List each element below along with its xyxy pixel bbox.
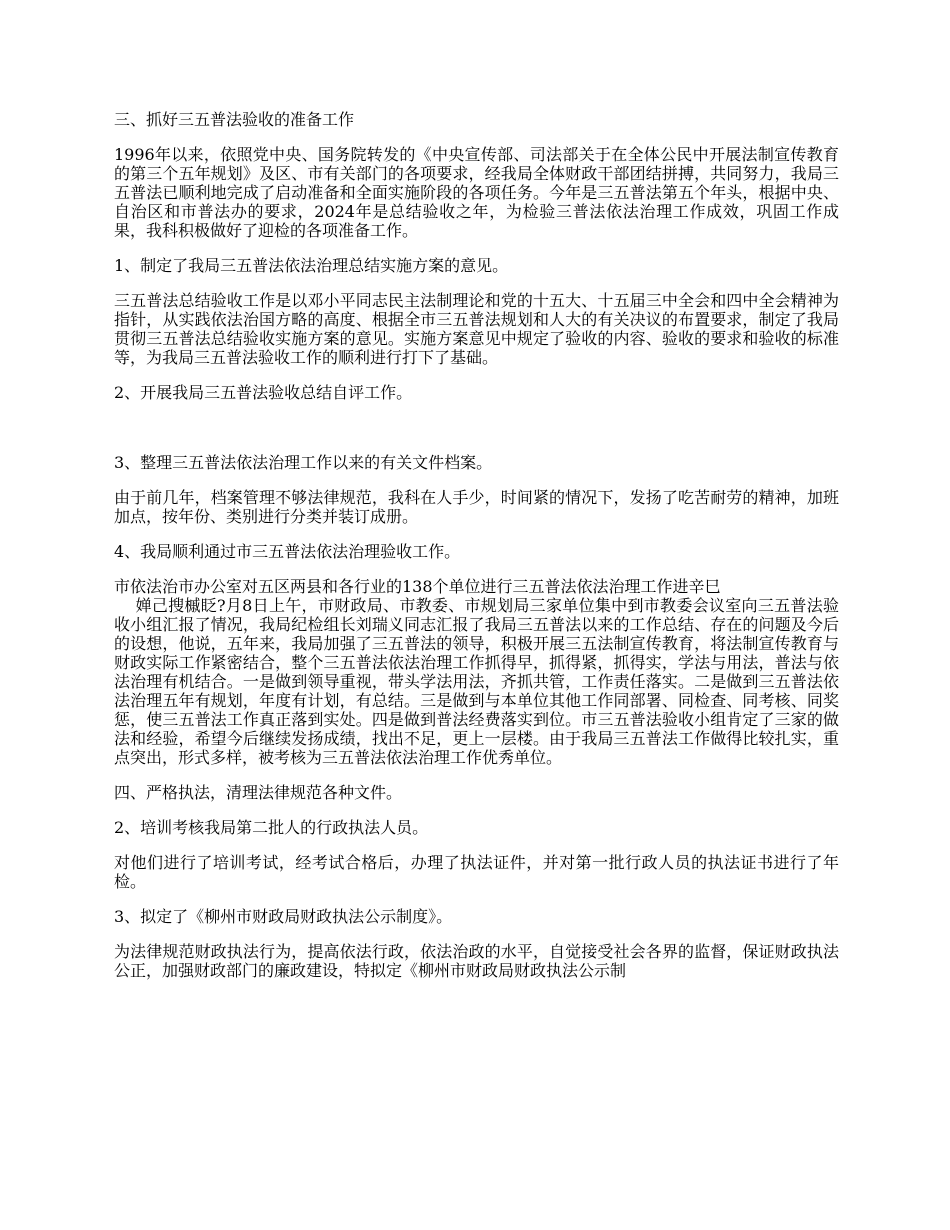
body-paragraph: 为法律规范财政执法行为，提高依法行政，依法治政的水平，自觉接受社会各界的监督，保证财政执法公正，加强财政部门的廉政建设，特拟定《柳州市财政局财政执法公示制 (114, 942, 839, 980)
section-heading: 四、严格执法，清理法律规范各种文件。 (114, 783, 403, 802)
section-heading: 三、抓好三五普法验收的准备工作 (114, 110, 355, 129)
subheading: 2、开展我局三五普法验收总结自评工作。 (114, 383, 413, 402)
body-paragraph: 三五普法总结验收工作是以邓小平同志民主法制理论和党的十五大、十五届三中全会和四中全会精神为指针，从实践依法治国方略的高度、根据全市三五普法规划和人大的有关决议的布置要求，制定了我局贯彻三五普法总结验收实施方案的意见。实施方案意见中规定了验收的内容、验收的要求和验收的标准等，为我局三五普法验收工作的顺利进行打下了基础。 (114, 291, 839, 367)
body-paragraph: 市依法治市办公室对五区两县和各行业的138个单位进行三五普法依法治理工作进辛巳 婵己搜槭眨?月8日上午，市财政局、市教委、市规划局三家单位集中到市教委会议室向三五普法验收小组汇报了情况，我局纪检组长刘瑞义同志汇报了我局三五普法以来的工作总结、存在的问题及今后的设想，他说，五年来，我局加强了三五普法的领导，积极开展三五法制宣传教育，将法制宣传教育与财政实际工作紧密结合，整个三五普法依法治理工作抓得早，抓得紧，抓得实，学法与用法，普法与依法治理有机结合。一是做到领导重视，带头学法用法，齐抓共管，工作责任落实。二是做到三五普法依法治理五年有规划，年度有计划，有总结。三是做到与本单位其他工作同部署、同检查、同考核、同奖惩，使三五普法工作真正落到实处。四是做到普法经费落实到位。市三五普法验收小组肯定了三家的做法和经验，希望今后继续发扬成绩，找出不足，更上一层楼。由于我局三五普法工作做得比较扎实，重点突出，形式多样，被考核为三五普法依法治理工作优秀单位。 (114, 577, 839, 767)
subheading: 1、制定了我局三五普法依法治理总结实施方案的意见。 (114, 256, 509, 275)
body-paragraph: 对他们进行了培训考试，经考试合格后，办理了执法证件，并对第一批行政人员的执法证书进行了年检。 (114, 853, 839, 891)
subheading: 2、培训考核我局第二批人的行政执法人员。 (114, 818, 429, 837)
subheading: 3、整理三五普法依法治理工作以来的有关文件档案。 (114, 453, 493, 472)
body-paragraph: 1996年以来，依照党中央、国务院转发的《中央宣传部、司法部关于在全体公民中开展法制宣传教育的第三个五年规划》及区、市有关部门的各项要求，经我局全体财政干部团结拼搏，共同努力，我局三五普法已顺利地完成了启动准备和全面实施阶段的各项任务。今年是三五普法第五个年头，根据中央、自治区和市普法办的要求，2024年是总结验收之年，为检验三普法依法治理工作成效，巩固工作成果，我科积极做好了迎检的各项准备工作。 (114, 145, 839, 240)
subheading: 4、我局顺利通过市三五普法依法治理验收工作。 (114, 542, 461, 561)
subheading: 3、拟定了《柳州市财政局财政执法公示制度》。 (114, 907, 453, 926)
body-paragraph: 由于前几年，档案管理不够法律规范，我科在人手少，时间紧的情况下，发扬了吃苦耐劳的精神，加班加点，按年份、类别进行分类并装订成册。 (114, 488, 839, 526)
document-body (114, 110, 839, 996)
